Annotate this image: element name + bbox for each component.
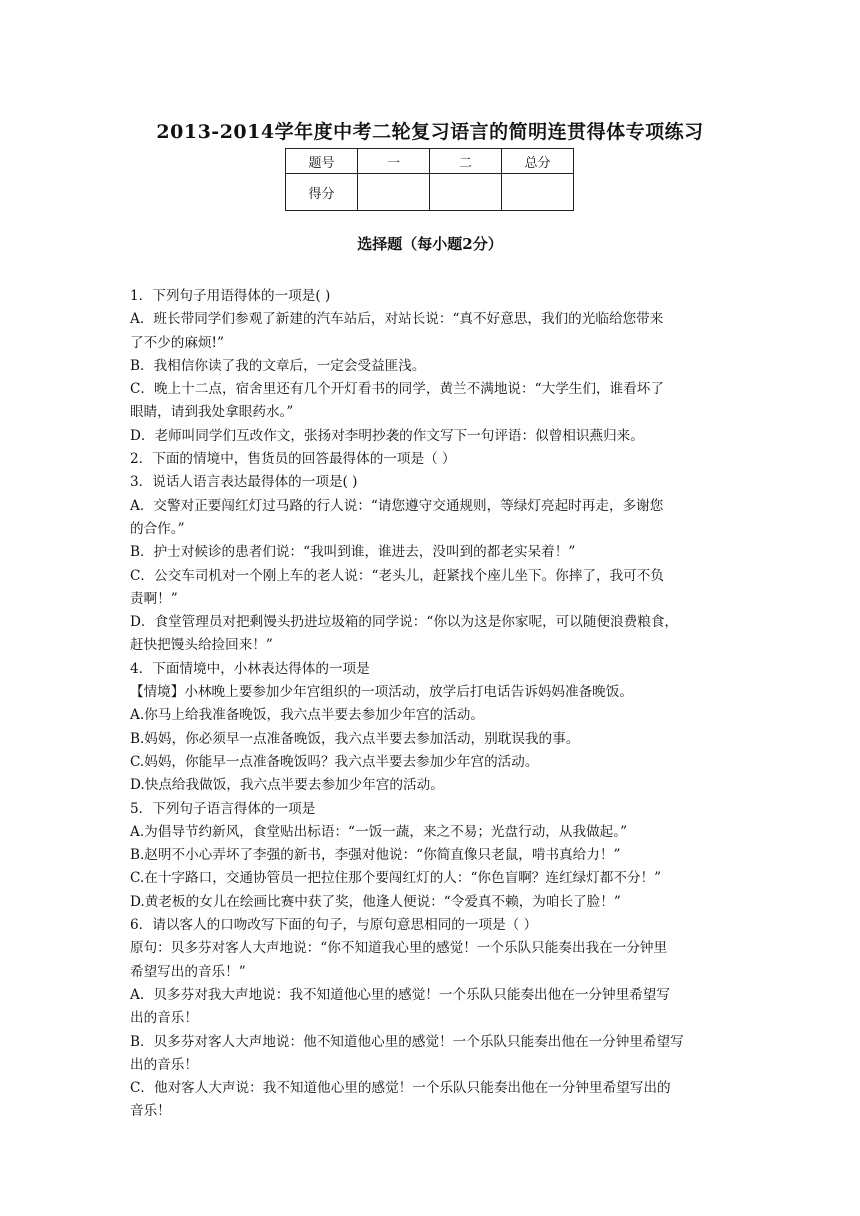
text-line: B．我相信你读了我的文章后，一定会受益匪浅。 xyxy=(130,357,426,374)
text-line: 赶快把馒头给捡回来！” xyxy=(130,637,273,654)
text-line: 的合作。” xyxy=(130,520,185,537)
text-line: 音乐！ xyxy=(130,1103,171,1120)
document-title: 2013-2014学年度中考二轮复习语言的简明连贯得体专项练习 xyxy=(156,121,704,143)
text-line: 责啊！” xyxy=(130,590,178,607)
text-line: C.在十字路口，交通协管员一把拉住那个要闯红灯的人：“你色盲啊？连红绿灯都不分！” xyxy=(130,870,662,887)
score-table xyxy=(285,148,574,211)
text-line: 2．下面的情境中，售货员的回答最得体的一项是（ ） xyxy=(130,451,456,468)
text-line: D.快点给我做饭，我六点半要去参加少年宫的活动。 xyxy=(130,777,444,794)
text-line: A．贝多芬对我大声地说：我不知道他心里的感觉！一个乐队只能奏出他在一分钟里希望写 xyxy=(130,986,670,1003)
text-line: 眼睛，请到我处拿眼药水。” xyxy=(130,404,294,421)
score-table-header-cell: 一 xyxy=(358,149,430,174)
text-line: A.你马上给我准备晚饭，我六点半要去参加少年宫的活动。 xyxy=(130,707,484,724)
text-line: 3．说话人语言表达最得体的一项是( ) xyxy=(130,474,358,491)
text-line: B．护士对候诊的患者们说：“我叫到谁，谁进去，没叫到的都老实呆着！” xyxy=(130,544,576,561)
text-line: 希望写出的音乐！” xyxy=(130,963,246,980)
text-line: 原句：贝多芬对客人大声地说：“你不知道我心里的感觉！一个乐队只能奏出我在一分钟里 xyxy=(130,940,668,957)
text-line: 出的音乐！ xyxy=(130,1010,198,1027)
text-line: 1．下列句子用语得体的一项是( ) xyxy=(130,288,331,304)
text-line: B．贝多芬对客人大声地说：他不知道他心里的感觉！一个乐队只能奏出他在一分钟里希望写 xyxy=(130,1033,684,1050)
text-line: C．他对客人大声说：我不知道他心里的感觉！一个乐队只能奏出他在一分钟里希望写出的 xyxy=(130,1080,671,1097)
text-line: A．班长带同学们参观了新建的汽车站后，对站长说：“真不好意思，我们的光临给您带来 xyxy=(130,311,664,328)
section-title: 选择题（每小题2分） xyxy=(357,235,503,253)
score-table-header-cell: 二 xyxy=(430,149,502,174)
text-line: C.妈妈，你能早一点准备晚饭吗？我六点半要去参加少年宫的活动。 xyxy=(130,753,539,770)
text-line: D.黄老板的女儿在绘画比赛中获了奖，他逢人便说：“令爱真不赖，为咱长了脸！” xyxy=(130,893,621,910)
text-line: 6．请以客人的口吻改写下面的句子，与原句意思相同的一项是（ ） xyxy=(130,917,538,934)
score-table-header-cell: 题号 xyxy=(286,149,358,174)
question-list xyxy=(130,285,735,1124)
score-cell-empty xyxy=(502,174,574,211)
text-line: 了不少的麻烦!” xyxy=(130,334,224,351)
text-line: B.赵明不小心弄坏了李强的新书，李强对他说：“你简直像只老鼠，啃书真给力！” xyxy=(130,847,621,864)
score-table-score-row xyxy=(286,174,574,211)
text-line: A．交警对正要闯红灯过马路的行人说：“请您遵守交通规则，等绿灯亮起时再走，多谢您 xyxy=(130,497,664,514)
score-cell-empty xyxy=(430,174,502,211)
score-cell-empty xyxy=(358,174,430,211)
score-table-header-cell: 总分 xyxy=(502,149,574,174)
score-table-header-row xyxy=(286,149,574,174)
text-line: B.妈妈，你必须早一点准备晚饭，我六点半要去参加活动，别耽误我的事。 xyxy=(130,730,580,747)
text-line: 【情境】小林晚上要参加少年宫组织的一项活动，放学后打电话告诉妈妈准备晚饭。 xyxy=(130,684,633,701)
score-table-row-label: 得分 xyxy=(286,174,358,211)
text-line: 出的音乐！ xyxy=(130,1056,198,1073)
text-line: 5．下列句子语言得体的一项是 xyxy=(130,800,316,817)
text-line: C．公交车司机对一个刚上车的老人说：“老头儿，赶紧找个座儿坐下。你摔了，我可不负 xyxy=(130,567,664,584)
text-line: 4．下面情境中，小林表达得体的一项是 xyxy=(130,660,370,677)
text-line: C．晚上十二点，宿舍里还有几个开灯看书的同学，黄兰不满地说：“大学生们，谁看坏了 xyxy=(130,381,664,398)
text-line: A.为倡导节约新风，食堂贴出标语：“一饭一蔬，来之不易；光盘行动，从我做起。” xyxy=(130,823,628,840)
text-line: D．老师叫同学们互改作文，张扬对李明抄袭的作文写下一句评语：似曾相识燕归来。 xyxy=(130,427,644,444)
text-line: D．食堂管理员对把剩馒头扔进垃圾箱的同学说：“你以为这是你家呢，可以随便浪费粮食， xyxy=(130,614,679,631)
